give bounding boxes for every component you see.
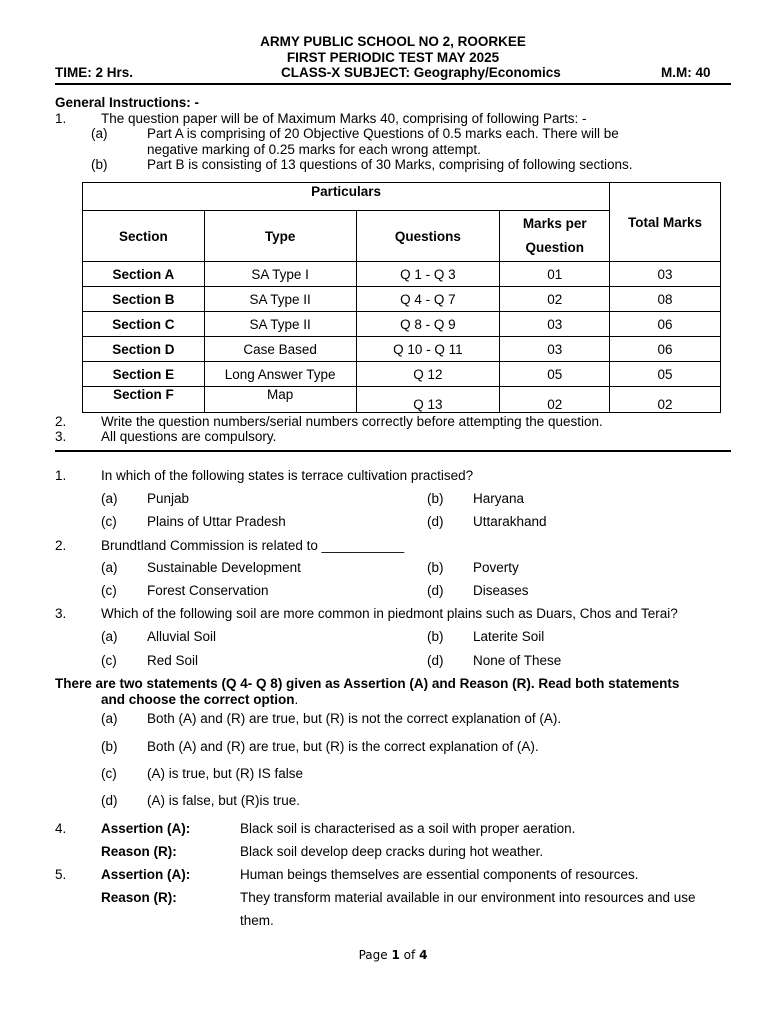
row-total: 03 bbox=[610, 262, 721, 287]
q1-option-b-text: Haryana bbox=[473, 491, 525, 506]
ar-option-a-text: Both (A) and (R) are true, but (R) is not the correct explanation of (A). bbox=[147, 711, 562, 726]
q3-option-a-label: (a) bbox=[101, 629, 118, 644]
q3-option-d-label: (d) bbox=[427, 653, 444, 668]
row-type: Map bbox=[204, 387, 356, 413]
test-name: FIRST PERIODIC TEST MAY 2025 bbox=[286, 50, 500, 65]
q1-option-d-label: (d) bbox=[427, 514, 444, 529]
q4-number: 4. bbox=[55, 821, 67, 836]
q5-reason-line2: them. bbox=[240, 913, 274, 928]
instruction-1a-label: (a) bbox=[91, 126, 108, 141]
q1-text: In which of the following states is terrace cultivation practised? bbox=[101, 468, 474, 483]
q2-option-c-label: (c) bbox=[101, 583, 117, 598]
q5-reason-label: Reason (R): bbox=[101, 890, 177, 905]
row-questions: Q 10 - Q 11 bbox=[356, 337, 500, 362]
ar-option-b-text: Both (A) and (R) are true, but (R) is the correct explanation of (A). bbox=[147, 739, 539, 754]
instruction-3-text: All questions are compulsory. bbox=[101, 429, 277, 444]
school-name: ARMY PUBLIC SCHOOL NO 2, ROORKEE bbox=[260, 34, 526, 49]
q1-number: 1. bbox=[55, 468, 67, 483]
ar-option-d-text: (A) is false, but (R)is true. bbox=[147, 793, 301, 808]
row-type: SA Type I bbox=[204, 262, 356, 287]
row-type: Case Based bbox=[204, 337, 356, 362]
row-marks: 02 bbox=[500, 287, 610, 312]
table-row bbox=[83, 262, 721, 287]
q2-number: 2. bbox=[55, 538, 67, 553]
table-row bbox=[83, 287, 721, 312]
assertion-reason-instruction-line1: There are two statements (Q 4- Q 8) given as Assertion (A) and Reason (R). Read both statements bbox=[55, 676, 680, 691]
row-marks: 01 bbox=[500, 262, 610, 287]
table-row bbox=[83, 387, 721, 413]
q1-option-b-label: (b) bbox=[427, 491, 444, 506]
instruction-2-text: Write the question numbers/serial numbers correctly before attempting the question. bbox=[101, 414, 603, 429]
current-page: 1 bbox=[391, 948, 400, 962]
marks-per-label: Marks per bbox=[522, 216, 587, 231]
row-section: Section D bbox=[83, 337, 205, 362]
row-section: Section E bbox=[83, 362, 205, 387]
row-questions: Q 12 bbox=[356, 362, 500, 387]
q5-assertion-label: Assertion (A): bbox=[101, 867, 191, 882]
q3-option-a-text: Alluvial Soil bbox=[147, 629, 217, 644]
q2-option-d-label: (d) bbox=[427, 583, 444, 598]
q1-option-a-label: (a) bbox=[101, 491, 118, 506]
q3-option-c-text: Red Soil bbox=[147, 653, 199, 668]
row-type: SA Type II bbox=[204, 287, 356, 312]
assertion-reason-instruction-text: and choose the correct option bbox=[101, 692, 295, 707]
q4-reason-label: Reason (R): bbox=[101, 844, 177, 859]
header-divider bbox=[55, 83, 731, 85]
row-section: Section C bbox=[83, 312, 205, 337]
row-total: 05 bbox=[610, 362, 721, 387]
assertion-reason-instruction-period: . bbox=[294, 692, 299, 707]
row-total: 02 bbox=[610, 387, 721, 413]
page-word: Page bbox=[358, 948, 388, 962]
ar-option-c-label: (c) bbox=[101, 766, 117, 781]
q2-option-b-text: Poverty bbox=[473, 560, 519, 575]
instruction-1a-line1: Part A is comprising of 20 Objective Questions of 0.5 marks each. There will be bbox=[147, 126, 619, 141]
q5-assertion-text: Human beings themselves are essential components of resources. bbox=[240, 867, 639, 882]
table-row bbox=[83, 362, 721, 387]
q5-reason-line1: They transform material available in our environment into resources and use bbox=[240, 890, 696, 905]
section-header: Section bbox=[83, 211, 205, 262]
row-type: Long Answer Type bbox=[204, 362, 356, 387]
q4-reason-text: Black soil develop deep cracks during hot weather. bbox=[240, 844, 544, 859]
instruction-3-number: 3. bbox=[55, 429, 67, 444]
questions-header: Questions bbox=[356, 211, 500, 262]
row-questions: Q 8 - Q 9 bbox=[356, 312, 500, 337]
q2-option-d-text: Diseases bbox=[473, 583, 529, 598]
row-section: Section F bbox=[83, 387, 205, 413]
table-row bbox=[83, 312, 721, 337]
particulars-header: Particulars bbox=[83, 183, 610, 211]
q5-number: 5. bbox=[55, 867, 67, 882]
table-row bbox=[83, 337, 721, 362]
class-subject: CLASS-X SUBJECT: Geography/Economics bbox=[281, 65, 561, 80]
instruction-2-number: 2. bbox=[55, 414, 67, 429]
total-marks-header: Total Marks bbox=[610, 183, 721, 262]
row-total: 06 bbox=[610, 337, 721, 362]
q3-option-c-label: (c) bbox=[101, 653, 117, 668]
instruction-1-text: The question paper will be of Maximum Marks 40, comprising of following Parts: - bbox=[101, 111, 587, 126]
marks-per-question-header bbox=[500, 211, 610, 262]
row-marks: 03 bbox=[500, 312, 610, 337]
q3-option-b-label: (b) bbox=[427, 629, 444, 644]
q3-option-b-text: Laterite Soil bbox=[473, 629, 545, 644]
q2-text: Brundtland Commission is related to ___________ bbox=[101, 538, 405, 553]
ar-option-b-label: (b) bbox=[101, 739, 118, 754]
of-word: of bbox=[403, 948, 416, 962]
q1-option-d-text: Uttarakhand bbox=[473, 514, 547, 529]
instruction-1b-text: Part B is consisting of 13 questions of 30 Marks, comprising of following sections. bbox=[147, 157, 633, 172]
instruction-1b-label: (b) bbox=[91, 157, 108, 172]
q3-text: Which of the following soil are more common in piedmont plains such as Duars, Chos and Terai? bbox=[101, 606, 678, 621]
q4-assertion-label: Assertion (A): bbox=[101, 821, 191, 836]
q2-option-c-text: Forest Conservation bbox=[147, 583, 269, 598]
row-marks: 02 bbox=[500, 387, 610, 413]
ar-option-a-label: (a) bbox=[101, 711, 118, 726]
type-header: Type bbox=[204, 211, 356, 262]
row-type: SA Type II bbox=[204, 312, 356, 337]
row-section: Section B bbox=[83, 287, 205, 312]
total-pages: 4 bbox=[419, 948, 428, 962]
row-marks: 03 bbox=[500, 337, 610, 362]
instruction-1-number: 1. bbox=[55, 111, 67, 126]
question-label: Question bbox=[525, 240, 584, 255]
row-marks: 05 bbox=[500, 362, 610, 387]
q1-option-a-text: Punjab bbox=[147, 491, 190, 506]
instructions-title: General Instructions: - bbox=[55, 95, 200, 110]
row-questions: Q 13 bbox=[356, 387, 500, 413]
q2-option-b-label: (b) bbox=[427, 560, 444, 575]
ar-option-c-text: (A) is true, but (R) IS false bbox=[147, 766, 304, 781]
time-label: TIME: 2 Hrs. bbox=[55, 65, 134, 80]
q3-number: 3. bbox=[55, 606, 67, 621]
row-total: 06 bbox=[610, 312, 721, 337]
table-header-row bbox=[83, 183, 721, 211]
row-questions: Q 4 - Q 7 bbox=[356, 287, 500, 312]
marks-distribution-table bbox=[82, 182, 721, 413]
q1-option-c-label: (c) bbox=[101, 514, 117, 529]
q2-option-a-text: Sustainable Development bbox=[147, 560, 301, 575]
q4-assertion-text: Black soil is characterised as a soil with proper aeration. bbox=[240, 821, 576, 836]
q2-option-a-label: (a) bbox=[101, 560, 118, 575]
row-section: Section A bbox=[83, 262, 205, 287]
assertion-reason-instruction-line2 bbox=[101, 692, 298, 707]
row-questions: Q 1 - Q 3 bbox=[356, 262, 500, 287]
instructions-divider bbox=[55, 450, 731, 452]
row-total: 08 bbox=[610, 287, 721, 312]
q1-option-c-text: Plains of Uttar Pradesh bbox=[147, 514, 286, 529]
ar-option-d-label: (d) bbox=[101, 793, 118, 808]
max-marks: M.M: 40 bbox=[661, 65, 711, 80]
instruction-1a-line2: negative marking of 0.25 marks for each wrong attempt. bbox=[147, 142, 481, 157]
q3-option-d-text: None of These bbox=[473, 653, 562, 668]
page-number bbox=[0, 948, 768, 962]
